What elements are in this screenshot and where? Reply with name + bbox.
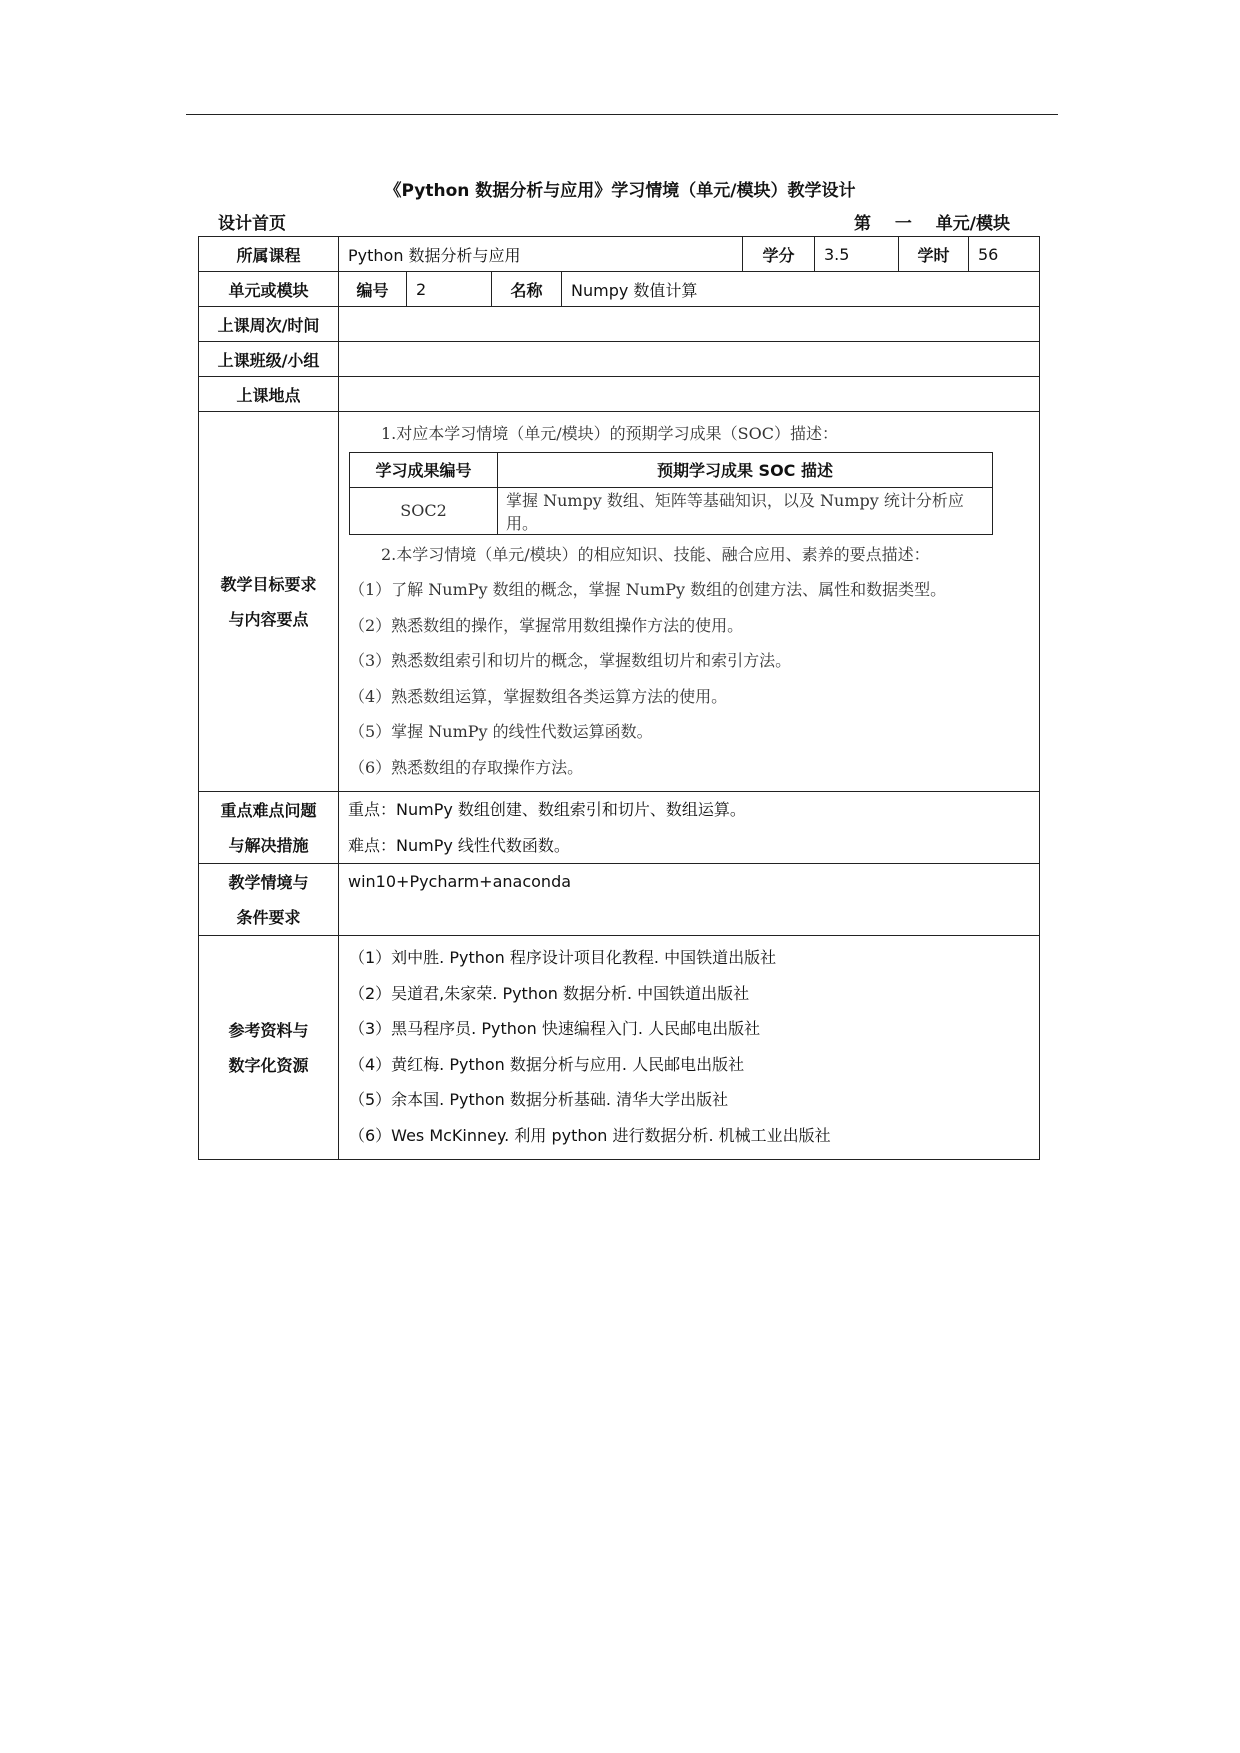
soc-id: SOC2 xyxy=(350,487,498,534)
row-course xyxy=(199,237,1040,272)
difficult-point: 难点：NumPy 线性代数函数。 xyxy=(348,835,570,855)
objective-item: （3）熟悉数组索引和切片的概念，掌握数组切片和索引方法。 xyxy=(349,651,792,670)
credit-label: 学分 xyxy=(743,237,815,272)
row-references xyxy=(199,936,1040,1160)
environment-label-line2: 条件要求 xyxy=(236,907,301,927)
week-label: 上课周次/时间 xyxy=(199,307,339,342)
objectives-label-line2: 与内容要点 xyxy=(228,609,309,629)
row-place xyxy=(199,377,1040,412)
environment-content xyxy=(339,864,1040,936)
environment-value: win10+Pycharm+anaconda xyxy=(348,872,572,891)
references-label-line2: 数字化资源 xyxy=(228,1055,309,1075)
row-objectives xyxy=(199,412,1040,792)
environment-label-line1: 教学情境与 xyxy=(228,872,309,892)
soc-desc: 掌握 Numpy 数组、矩阵等基础知识，以及 Numpy 统计分析应用。 xyxy=(498,487,993,534)
subtitle-left: 设计首页 xyxy=(218,214,286,234)
row-unit xyxy=(199,272,1040,307)
reference-item: （5）余本国. Python 数据分析基础. 清华大学出版社 xyxy=(349,1090,729,1109)
row-keypoints xyxy=(199,792,1040,864)
references-label xyxy=(199,936,339,1160)
soc-header-row xyxy=(350,452,993,487)
subtitle-ordinal-number: 一 xyxy=(894,214,912,234)
environment-label xyxy=(199,864,339,936)
course-label: 所属课程 xyxy=(199,237,339,272)
row-week xyxy=(199,307,1040,342)
objectives-content xyxy=(339,412,1040,792)
class-value xyxy=(339,342,1040,377)
place-value xyxy=(339,377,1040,412)
objectives-intro-1: 1.对应本学习情境（单元/模块）的预期学习成果（SOC）描述： xyxy=(381,424,838,443)
subtitle-unit-label: 单元/模块 xyxy=(935,214,1010,234)
design-table xyxy=(198,236,1040,1160)
objective-item: （2）熟悉数组的操作，掌握常用数组操作方法的使用。 xyxy=(349,615,744,635)
keypoints-label xyxy=(199,792,339,864)
course-value: Python 数据分析与应用 xyxy=(339,237,743,272)
unit-label: 单元或模块 xyxy=(199,272,339,307)
subtitle-ordinal-prefix: 第 xyxy=(853,214,871,234)
objectives-intro-2: 2.本学习情境（单元/模块）的相应知识、技能、融合应用、素养的要点描述： xyxy=(381,544,930,564)
objective-item: （6）熟悉数组的存取操作方法。 xyxy=(349,757,584,777)
week-value xyxy=(339,307,1040,342)
document-title: 《Python 数据分析与应用》学习情境（单元/模块）教学设计 xyxy=(384,181,856,201)
objectives-label-line1: 教学目标要求 xyxy=(220,574,317,594)
environment-blank-line xyxy=(348,900,1030,936)
objective-item: （5）掌握 NumPy 的线性代数运算函数。 xyxy=(349,722,653,741)
reference-item: （4）黄红梅. Python 数据分析与应用. 人民邮电出版社 xyxy=(349,1054,745,1074)
subtitle-right xyxy=(836,209,1010,234)
soc-table xyxy=(349,452,993,535)
credit-value: 3.5 xyxy=(815,237,899,272)
name-value: Numpy 数值计算 xyxy=(562,272,1040,307)
hours-label: 学时 xyxy=(899,237,969,272)
soc-header-desc: 预期学习成果 SOC 描述 xyxy=(498,452,993,487)
keypoints-label-line2: 与解决措施 xyxy=(228,835,309,855)
class-label: 上课班级/小组 xyxy=(199,342,339,377)
reference-item: （3）黑马程序员. Python 快速编程入门. 人民邮电出版社 xyxy=(349,1019,761,1038)
objectives-label xyxy=(199,412,339,792)
reference-item: （6）Wes McKinney. 利用 python 进行数据分析. 机械工业出版社 xyxy=(349,1125,831,1145)
place-label: 上课地点 xyxy=(199,377,339,412)
row-class xyxy=(199,342,1040,377)
objective-item: （4）熟悉数组运算，掌握数组各类运算方法的使用。 xyxy=(349,686,728,706)
header-rule xyxy=(186,114,1058,115)
keypoints-content xyxy=(339,792,1040,864)
references-content xyxy=(339,936,1040,1160)
soc-header-id: 学习成果编号 xyxy=(350,452,498,487)
code-label: 编号 xyxy=(339,272,407,307)
reference-item: （1）刘中胜. Python 程序设计项目化教程. 中国铁道出版社 xyxy=(349,948,777,967)
key-point: 重点：NumPy 数组创建、数组索引和切片、数组运算。 xyxy=(348,800,746,819)
reference-item: （2）吴道君,朱家荣. Python 数据分析. 中国铁道出版社 xyxy=(349,983,750,1003)
keypoints-label-line1: 重点难点问题 xyxy=(220,800,317,820)
hours-value: 56 xyxy=(969,237,1040,272)
objective-item: （1）了解 NumPy 数组的概念，掌握 NumPy 数组的创建方法、属性和数据类型。 xyxy=(349,580,947,599)
references-label-line1: 参考资料与 xyxy=(228,1020,309,1040)
row-environment xyxy=(199,864,1040,936)
code-value: 2 xyxy=(407,272,492,307)
name-label: 名称 xyxy=(492,272,562,307)
soc-data-row xyxy=(350,487,993,534)
